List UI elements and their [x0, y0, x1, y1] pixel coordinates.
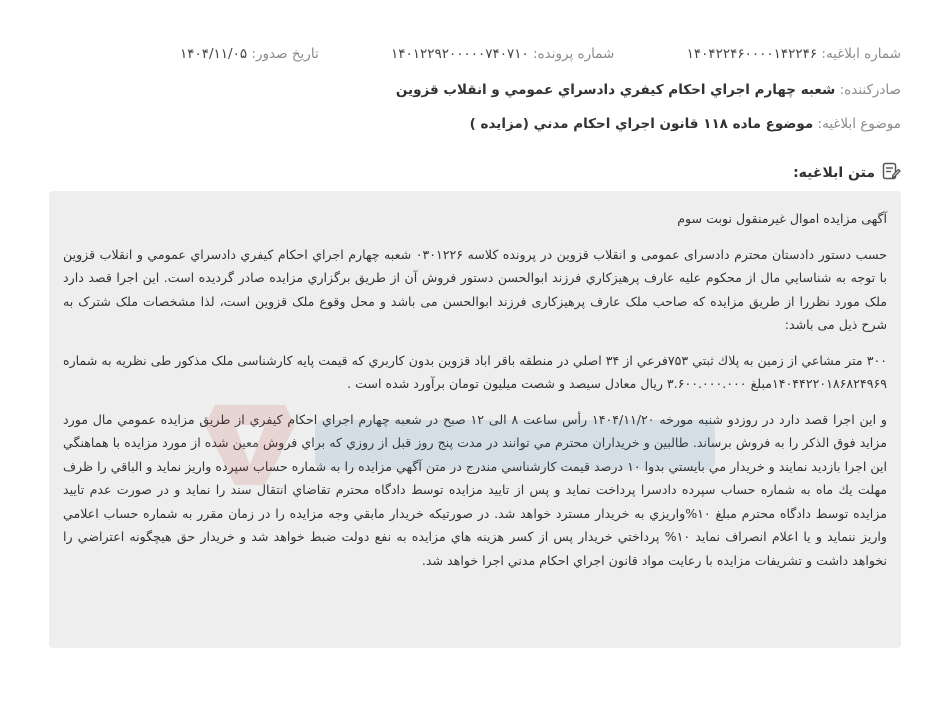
issue-date-label: تاریخ صدور: [251, 46, 319, 62]
subject-value: موضوع ماده ۱۱۸ قانون اجراي احكام مدني (مزايده ) [469, 116, 814, 132]
issue-date: ۱۴۰۴/۱۱/۰۵ [180, 46, 248, 62]
subject-row [470, 116, 901, 132]
body-paragraph-terms: و اين اجرا قصد دارد در روزدو شنبه مورخه ۱۴۰۴/۱۱/۲۰ رأس ساعت ۸ الی ۱۲ صبح در شعبه چهارم اجراي احكام كيفري از طريق مزايده عمومي مال مورد مزايد فوق الذكر را به فروش برساند. طالبين و خريداران محترم مي توانند در مدت پنج روز قبل از روزي كه براي فروش معين شده از مورد مزايده با هماهنگي اين اجرا بازديد نمايند و خريدار مي بايستي بدوا ۱۰ درصد قيمت كارشناسي مندرج در متن آگهي مزايده را به شماره حساب سپرده واريز نمايد و الباقي را ظرف مهلت يك ماه به شماره حساب سپرده دادسرا پرداخت نمايد و پس از تاييد مزايده توسط دادگاه محترم تقاضاي انتقال سند را نمايد و در صورت عدم تاييد مزايده توسط دادگاه محترم مبلغ ۱۰%واريزي به خريدار مسترد خواهد شد. در صورتيكه خريدار مابقي وجه مزايده را در زمان مقرر به شماره حساب اعلامي واريز ننمايد و يا اعلام انصراف نمايد ۱۰% پرداختي خريدار پس از كسر هزينه هاي مزايده به نفع دولت ضبط خواهد شد و خريدار حق هيچگونه اعتراضي را نخواهد داشت و تشريفات مزايده با رعايت مواد قانون اجراي احكام مدني اجرا خواهد شد. [63, 411, 888, 568]
issuer-value: شعبه چهارم اجراي احكام كيفري دادسراي عمومي و انقلاب قزوين [395, 82, 836, 98]
case-number-group [391, 46, 614, 62]
auction-title: آگهی مزایده اموال غیرمنقول نوبت سوم [677, 211, 887, 226]
document-edit-icon [881, 161, 901, 185]
case-number-label: شماره پرونده: [533, 46, 615, 62]
notice-body [49, 191, 901, 648]
body-paragraph-property: ۳۰۰ متر مشاعي از زمين به پلاك ثبتي ۷۵۳فرعي از ۳۴ اصلي در منطقه باقر اباد قزوين بدون كاربري كه قیمت پایه کارشناسی ملک مذکور طی نظریه به شماره ۱۴۰۴۴۲۲۰۱۸۶۸۲۴۹۶۹مبلغ ۳.۶۰۰.۰۰۰.۰۰۰ ریال معادل سیصد و شصت میلیون تومان برآورد شده است . [63, 352, 887, 391]
issue-date-group [180, 46, 319, 62]
notice-meta-row [180, 46, 901, 62]
notice-text-heading [793, 161, 901, 185]
notice-number-group [687, 46, 901, 62]
notice-number: ۱۴۰۴۲۲۴۶۰۰۰۰۱۴۲۲۴۶ [686, 46, 818, 62]
issuer-row [396, 82, 901, 98]
case-number: ۱۴۰۱۲۲۹۲۰۰۰۰۰۷۴۰۷۱۰ [390, 46, 529, 62]
notice-text-title: متن ابلاغیه: [793, 165, 875, 181]
notice-number-label: شماره ابلاغیه: [821, 46, 901, 62]
subject-label: موضوع ابلاغیه: [817, 116, 901, 132]
issuer-label: صادرکننده: [839, 82, 901, 98]
body-paragraph-order: حسب دستور دادستان محترم دادسرای عمومی و انقلاب قزوین در پرونده کلاسه ۰۳۰۱۲۲۶ شعبه چهارم اجراي احكام كيفري دادسراي عمومي و انقلاب قزوين با توجه به شناسايي مال از محكوم عليه عارف پرهيزكاري فرزند ابوالحسن دستور فروش آن از طریق برگزاري مزايده صادر گرديده است. این اجرا قصد دارد ملک مورد نظررا از طریق مزایده که صاحب ملک عارف پرهیزکاری فرزند ابوالحسن می باشد و محل وقوع ملک قزوین است، لذا مشخصات ملک شترک به شرح ذیل می باشد: [63, 246, 887, 332]
